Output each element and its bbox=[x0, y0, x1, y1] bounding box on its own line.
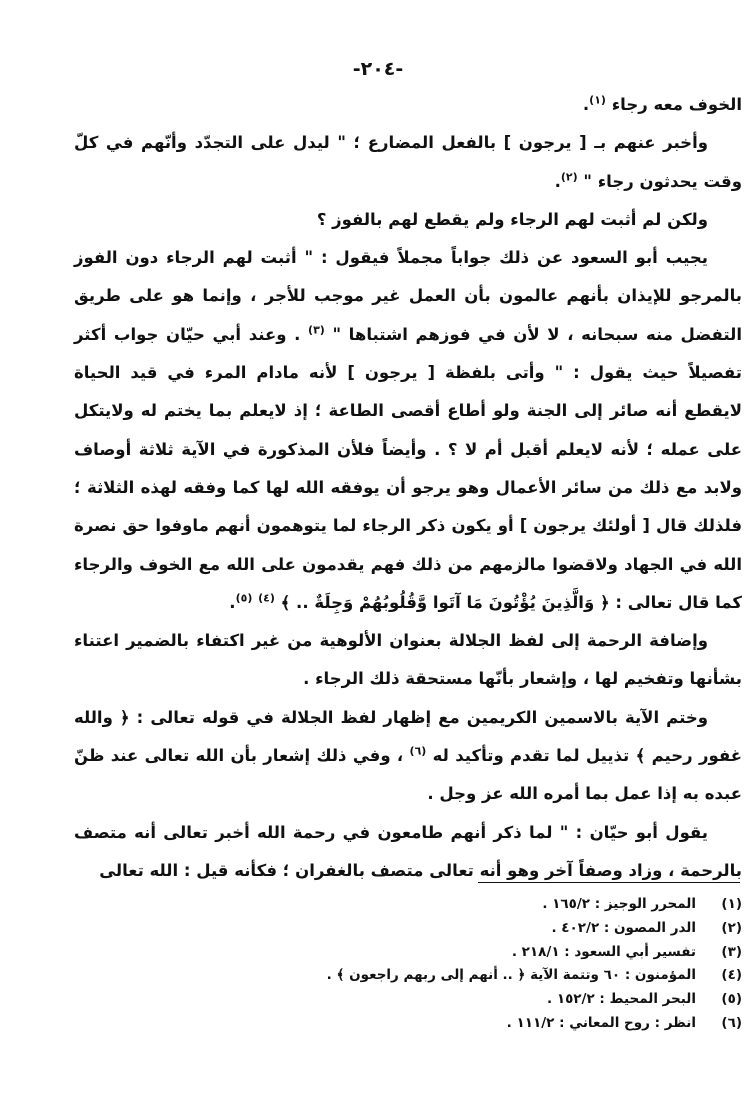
footnote-text: البحر المحيط : ١٥٢/٢ . bbox=[546, 991, 696, 1008]
footnote-ref-5: (٥) bbox=[235, 591, 253, 605]
paragraph-2-end: . bbox=[554, 171, 561, 191]
paragraph-1-text: الخوف معه رجاء bbox=[611, 95, 742, 114]
footnote-number: (٥) bbox=[721, 991, 742, 1008]
paragraph-3 bbox=[74, 201, 742, 239]
paragraph-4-text-b: . وعند أبي حيّان جواب أكثر تفصيلاً حيث يقول : " وأتى بلفظة [ يرجون ] لأنه مادام المرء في قيد الحياة لايقطع أنه صائر إلى الجنة ولو أطاع أقصى الطاعة ؛ إذ لايعلم بما يختم له ولايتكل على عمله ؛ لأنه لايعلم أقبل أم لا ؟ . وأيضاً فلأن المذكورة في الآية ثلاثة أوصاف ولابد مع ذلك من سائر الأعمال وهو يرجو أن يوفقه الله لها كما وفقه لهذه الثلاثة ؛ فلذلك قال [ أولئك يرجون ] أو يكون ذكر الرجاء لما يتوهمون أنهم ماوفوا حق نصرة الله في الجهاد ولاقضوا مالزمهم من ذلك فهم يقدمون على الله مع الخوف والرجاء كما قال تعالى : bbox=[74, 324, 742, 612]
body-text bbox=[74, 86, 742, 890]
paragraph-6-text-c: ، وفي ذلك إشعار بأن الله تعالى عند ظنّ عبده به إذا عمل بما أمره الله عز وجل . bbox=[74, 746, 742, 804]
footnote-text: انظر : روح المعاني : ١١١/٢ . bbox=[506, 1014, 696, 1031]
footnote-1 bbox=[74, 893, 742, 917]
footnote-ref-3: (٣) bbox=[308, 323, 325, 337]
footnote-3 bbox=[74, 941, 742, 965]
footnote-ref-2: (٢) bbox=[560, 170, 578, 184]
paragraph-2 bbox=[74, 124, 742, 201]
paragraph-5 bbox=[74, 622, 742, 699]
footnote-text: المؤمنون : ٦٠ وتتمة الآية ﴿ .. أنهم إلى ربهم راجعون ﴾ . bbox=[326, 967, 696, 984]
footnote-text: تفسير أبي السعود : ٢١٨/١ . bbox=[511, 943, 696, 960]
footnote-4 bbox=[74, 964, 742, 988]
footnotes bbox=[74, 893, 742, 1036]
paragraph-3-text: ولكن لم أثبت لهم الرجاء ولم يقطع لهم بالفوز ؟ bbox=[316, 209, 708, 229]
footnote-number: (١) bbox=[721, 896, 742, 912]
paragraph-7 bbox=[74, 814, 742, 891]
footnote-ref-1: (١) bbox=[589, 93, 606, 107]
footnote-text: المحرر الوجيز : ١٦٥/٢ . bbox=[542, 896, 696, 912]
footnote-number: (٤) bbox=[721, 967, 742, 984]
footnote-5 bbox=[74, 988, 742, 1012]
paragraph-4 bbox=[74, 239, 742, 622]
footnote-number: (٣) bbox=[721, 943, 742, 960]
paragraph-4-end: . bbox=[229, 592, 236, 612]
paragraph-6-text-a: وختم الآية بالاسمين الكريمين مع إظهار لفظ الجلالة في قوله تعالى : bbox=[136, 707, 709, 727]
quran-verse-2: ﴿ والله غفور رحيم ﴾ bbox=[74, 707, 743, 766]
paragraph-1 bbox=[74, 86, 742, 124]
quran-verse-1: ﴿ وَالَّذِينَ يُؤْتُونَ مَا آتَوا وَّقُلُوبُهُمْ وَجِلَةٌ .. ﴾ bbox=[280, 592, 610, 612]
footnote-ref-4: (٤) bbox=[258, 591, 275, 605]
paragraph-1-end: . bbox=[582, 95, 590, 114]
footnote-number: (٦) bbox=[721, 1014, 742, 1031]
paragraph-6-text-b: تذييل لما تقدم وتأكيد له bbox=[432, 746, 630, 766]
paragraph-6 bbox=[74, 699, 742, 814]
footnote-ref-6: (٦) bbox=[409, 744, 427, 758]
paragraph-2-text: وأخبر عنهم بـ [ يرجون ] بالفعل المضارع ؛ " ليدل على التجدّد وأنّهم في كلّ وقت يحدثون رجاء " bbox=[74, 133, 742, 191]
footnote-number: (٢) bbox=[721, 919, 742, 936]
page-number: -٢٠٤- bbox=[352, 58, 404, 80]
footnote-text: الدر المصون : ٤٠٢/٢ . bbox=[551, 919, 696, 936]
paragraph-4-text-a: يجيب أبو السعود عن ذلك جواباً مجملاً فيقول : " أثبت لهم الرجاء دون الفوز بالمرجو للإيذان بأنهم عالمون بأن العمل غير موجب للأجر ، وإنما هو على طريق التفضل منه سبحانه ، لا لأن في فوزهم اشتباها " bbox=[74, 248, 742, 344]
footnote-2 bbox=[74, 917, 742, 941]
footnote-divider bbox=[478, 882, 740, 883]
paragraph-7-text: يقول أبو حيّان : " لما ذكر أنهم طامعون في رحمة الله أخبر تعالى أنه متصف بالرحمة ، وزاد وصفاً آخر وهو أنه تعالى متصف بالغفران ؛ فكأنه قيل : الله تعالى bbox=[74, 822, 742, 880]
footnote-6 bbox=[74, 1012, 742, 1036]
paragraph-5-text: وإضافة الرحمة إلى لفظ الجلالة بعنوان الألوهية من غير اكتفاء بالضمير اعتناء بشأنها وتفخيم لها ، وإشعار بأنّها مستحقة ذلك الرجاء . bbox=[74, 631, 742, 689]
